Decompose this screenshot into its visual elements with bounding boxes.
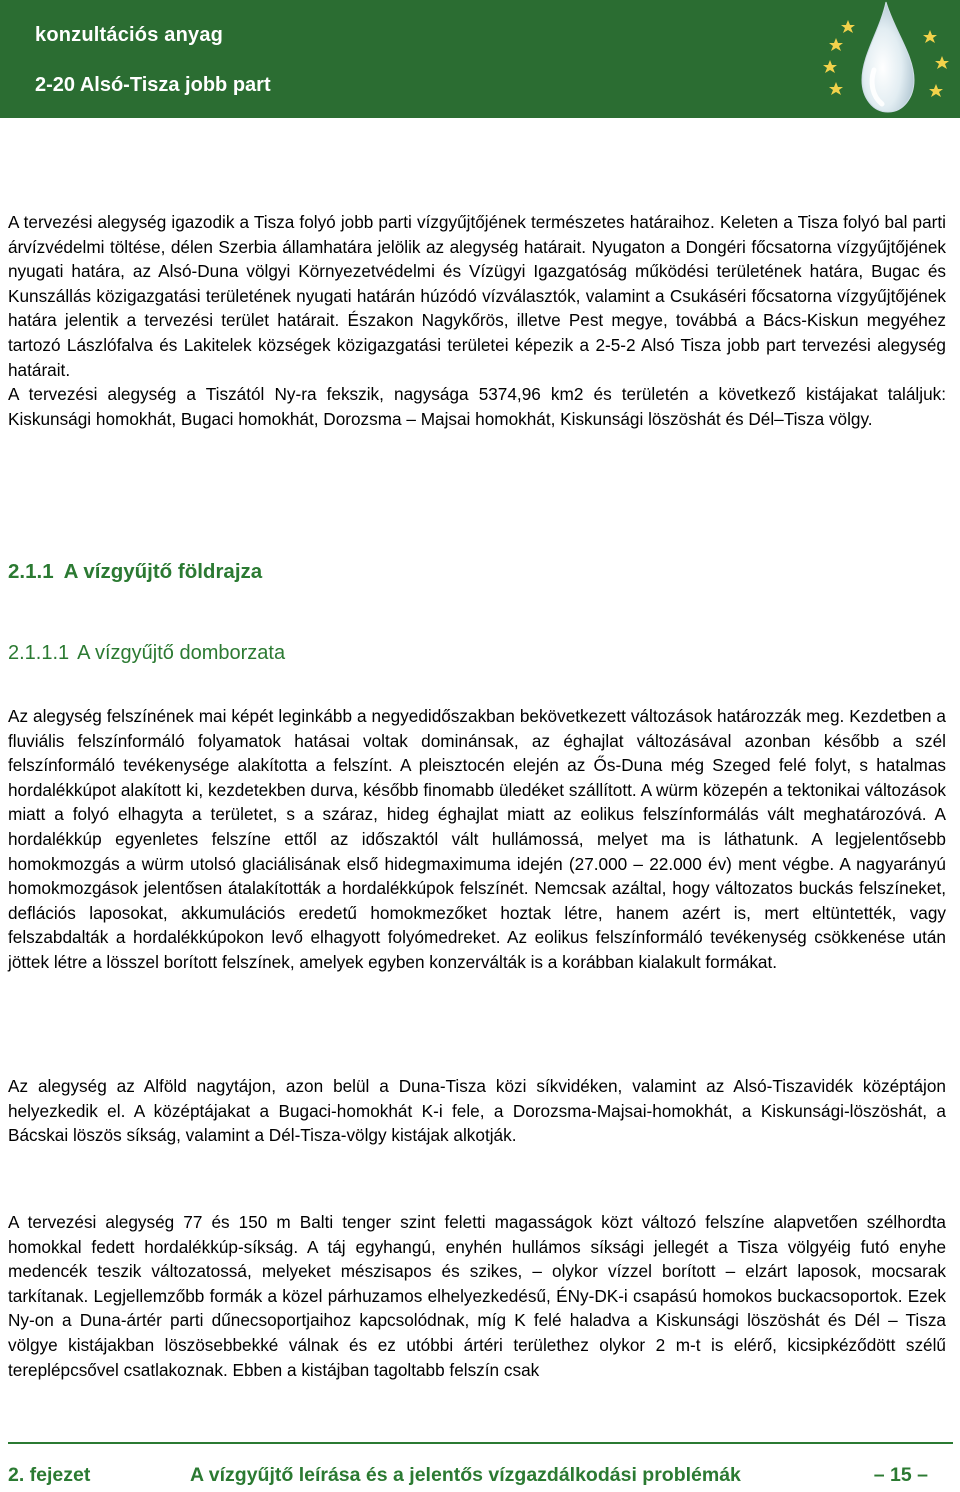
relief-paragraph-3: A tervezési alegység 77 és 150 m Balti tenger szint feletti magasságok közt változó felszíne alapvetően szélhordta homokkal fedett hordalékkúp-síkság. A táj egyhangú, enyhén hullámos síksági jellegét a Tisza völgyéig futó enyhe medencék teszik változatossá, melyeket mészisapos és szikes, – olykor vízzel borított – elzárt laposok, mocsarak tarkítanak. Legjellemzőbb formák a közel párhuzamos elhelyezkedésű, ÉNy-DK-i csapású homokos buckacsoportok. Ezek Ny-on a Duna-ártér parti dűnecsoportjaihoz kapcsolódnak, míg K felé haladva a Kiskunsági löszöshát és Dél – Tisza völgye kistájakban löszösebbekké válnak és ez utóbbi ártéri területhez olykor 2 m-t is elérő, kicsipkéződött szélű tereplépcsővel csatlakoznak. Ebben a kistájban tagoltabb felszín csak [8,1212,946,1380]
intro-text [8,210,946,431]
intro-paragraph-2: A tervezési alegység a Tiszától Ny-ra fekszik, nagysága 5374,96 km2 és területén a következő kistájakat találjuk: Kiskunsági homokhát, Bugaci homokhát, Dorozsma – Majsai homokhát, Kiskunsági löszöshát és Dél–Tisza völgy. [8,384,946,429]
footer-page-number: – 15 – [873,1464,928,1486]
footer-divider [8,1442,953,1444]
header-subtitle: 2-20 Alsó-Tisza jobb part [35,74,271,96]
intro-paragraph-1: A tervezési alegység igazodik a Tisza folyó jobb parti vízgyűjtőjének természetes határaihoz. Keleten a Tisza folyó bal parti árvízvédelmi töltése, délen Szerbia államhatára jelölik az alegység határait. Nyugaton a Dongéri főcsatorna vízgyűjtőjének nyugati határa, az Alsó-Duna völgyi Környezetvédelmi és Vízügyi Igazgatóság működési területének határa, Bugac és Kunszállás közigazgatási területének nyugati határán húzódó vízválasztók, valamint a Csukáséri főcsatorna vízgyűjtőjének határa jelentik a tervezési terület határait. Északon Nagykőrös, illetve Pest megye, továbbá a Bács-Kiskun megyéhez tartozó Lászlófalva és Lakitelek községek közigazgatási területei képezik a 2-5-2 Alsó Tisza jobb part tervezési alegység határait. [8,212,946,380]
relief-paragraph-2: Az alegység az Alföld nagytájon, azon belül a Duna-Tisza közi síkvidéken, valamint az Alsó-Tiszavidék középtájon helyezkedik el. A középtájakat a Bugaci-homokhát K-i fele, a Dorozsma-Majsai-homokhát, a Kiskunsági-löszöshát, a Bácskai löszös síkság, valamint a Dél-Tisza-völgy kistájak alkotják. [8,1076,946,1146]
document-header [0,0,960,118]
section-title: A vízgyűjtő földrajza [63,560,263,583]
relief-paragraph-1: Az alegység felszínének mai képét leginkább a negyedidőszakban bekövetkezett változások határozzák meg. Kezdetben a fluviális felszínformáló folyamatok hatásai voltak dominánsak, az éghajlat változásával azonban később a szél felszínformáló tevékenysége alakította a felszínt. A pleisztocén elején az Ős-Duna még Szeged felé folyt, s hatalmas hordalékkúpot alakított ki, kezdetekben durva, később finomabb üledéket szállított. A würm közepén a tektonikai változások miatt a folyó elhagyta a területet, s a száraz, hideg éghajlat miatt az eolikus felszínformálás vált meghatározóvá. A hordalékkúp egyenletes felszíne ettől az időszaktól vált hullámossá, melyet ma is láthatunk. A legjelentősebb homokmozgás a würm utolsó glaciálisának első hidegmaximuma idején (27.000 – 22.000 év) ment végbe. A nagyarányú homokmozgások jelentősen átalakították a hordalékkúpok felszínét. Nemcsak azáltal, hogy változatos buckás felszíneket, deflációs laposokat, akkumulációs eredetű homokmezőket hoztak létre, hanem azért is, mert eltüntették, vagy felszabdalták a hordalékkúpokon levő elhagyott folyómedreket. Az eolikus felszínformáló tevékenység csökkenése után jöttek létre a lösszel borított felszínek, amelyek egyben konzerválták is a korábban kialakult formákat. [8,706,946,972]
footer-title: A vízgyűjtő leírása és a jelentős vízgazdálkodási problémák [190,1464,741,1486]
footer-chapter: 2. fejezet [8,1464,91,1486]
water-drop-eu-stars-icon [810,0,960,118]
subsection-heading [8,642,285,665]
section-number: 2.1.1 [8,560,54,583]
subsection-number: 2.1.1.1 [8,642,70,664]
header-title: konzultációs anyag [35,24,224,46]
section-heading [8,560,262,584]
subsection-title: A vízgyűjtő domborzata [77,642,286,664]
